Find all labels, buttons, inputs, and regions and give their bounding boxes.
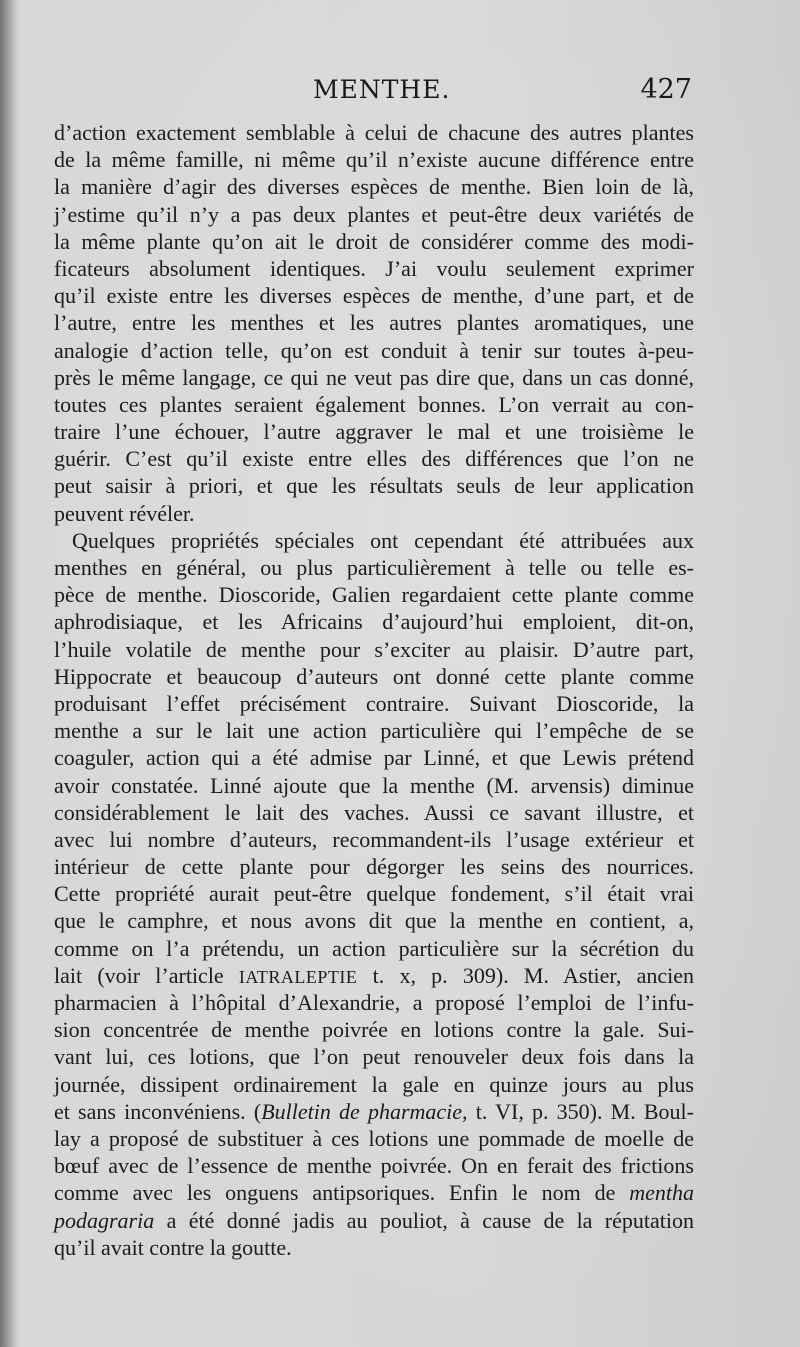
page-header [0, 72, 800, 108]
text-line: bœuf avec de l’essence de menthe poivrée. On en ferait des frictions [54, 1153, 694, 1179]
text-line: peuvent révéler. [54, 500, 195, 526]
text-line: menthes en général, ou plus particulièrement à telle ou telle es- [54, 555, 694, 580]
text-segment: a été donné jadis au pouliot, à cause de la réputation [154, 1207, 694, 1233]
text-segment: lait (voir l’article [54, 962, 239, 988]
text-line: coaguler, action qui a été admise par Linné, et que Lewis prétend [54, 745, 694, 771]
running-title: MENTHE. [313, 75, 451, 104]
text-line [54, 1207, 694, 1234]
text-line: qu’il existe entre les diverses espèces de menthe, d’une part, et de [54, 283, 694, 309]
text-line: j’estime qu’il n’y a pas deux plantes et peut-être deux variétés de [54, 201, 694, 227]
text-line: près le même langage, ce qui ne veut pas dire que, dans un cas donné, [54, 364, 694, 390]
text-segment: t. x, p. 309). M. Astier, ancien [357, 962, 695, 988]
text-line: que le camphre, et nous avons dit que la menthe en contient, a, [54, 908, 694, 934]
text-line: pèce de menthe. Dioscoride, Galien regardaient cette plante comme [54, 582, 694, 608]
text-line: qu’il avait contre la goutte. [54, 1234, 292, 1260]
text-line: intérieur de cette plante pour dégorger les seins des nourrices. [54, 854, 694, 880]
text-line: ficateurs absolument identiques. J’ai voulu seulement exprimer [54, 255, 694, 281]
spine-shadow [0, 0, 18, 1347]
text-line: guérir. C’est qu’il existe entre elles des différences que l’on ne [54, 446, 694, 472]
text-line: analogie d’action telle, qu’on est conduit à tenir sur toutes à-peu- [54, 337, 694, 363]
text-line: toutes ces plantes seraient également bonnes. L’on verrait au con- [54, 391, 694, 417]
text-line [54, 962, 694, 989]
body-text [54, 119, 694, 1261]
text-segment: comme avec les onguens antipsoriques. Enfin le nom de [54, 1180, 630, 1206]
page-number: 427 [640, 74, 692, 105]
text-line [54, 1179, 694, 1206]
text-line: Hippocrate et beaucoup d’auteurs ont donné cette plante comme [54, 663, 694, 689]
text-line: de la même famille, ni même qu’il n’existe aucune différence entre [54, 147, 694, 173]
text-line: peut saisir à priori, et que les résultats seuls de leur application [54, 473, 694, 499]
text-line: journée, dissipent ordinairement la gale en quinze jours au plus [54, 1071, 694, 1097]
latin-name: mentha [629, 1180, 694, 1206]
text-line: menthe a sur le lait une action particulière qui l’empêche de se [54, 718, 694, 744]
text-line: considérablement le lait des vaches. Aussi ce savant illustre, et [54, 799, 694, 825]
text-line: produisant l’effet précisément contraire. Suivant Dioscoride, la [54, 690, 694, 716]
journal-title: Bulletin de pharmacie, [261, 1098, 468, 1124]
latin-name: podagraria [54, 1207, 155, 1233]
text-line: aphrodisiaque, et les Africains d’aujourd’hui emploient, dit-on, [54, 609, 694, 635]
text-line: la manière d’agir des diverses espèces de menthe. Bien loin de là, [54, 174, 694, 200]
text-line: l’autre, entre les menthes et les autres plantes aromatiques, une [54, 310, 694, 336]
text-segment: t. VI, p. 350). M. Boul- [467, 1098, 694, 1124]
text-line: la même plante qu’on ait le droit de considérer comme des modi- [54, 228, 694, 254]
article-reference: IATRALEPTIE [238, 966, 358, 987]
text-line: avoir constatée. Linné ajoute que la menthe (M. arvensis) diminue [54, 772, 694, 798]
text-line: l’huile volatile de menthe pour s’exciter au plaisir. D’autre part, [54, 636, 694, 662]
text-line: Cette propriété aurait peut-être quelque fondement, s’il était vrai [54, 881, 694, 907]
text-line: traire l’une échouer, l’autre aggraver le mal et une troisième le [54, 419, 694, 445]
text-line: avec lui nombre d’auteurs, recommandent-ils l’usage extérieur et [54, 826, 694, 852]
text-line: pharmacien à l’hôpital d’Alexandrie, a proposé l’emploi de l’infu- [54, 990, 694, 1015]
text-line: sion concentrée de menthe poivrée en lotions contre la gale. Sui- [54, 1017, 694, 1043]
text-line: lay a proposé de substituer à ces lotions une pommade de moelle de [54, 1125, 694, 1151]
text-line [54, 1098, 694, 1125]
text-segment: et sans inconvéniens. ( [54, 1098, 262, 1124]
text-line: d’action exactement semblable à celui de chacune des autres plantes [54, 120, 694, 145]
text-line: vant lui, ces lotions, que l’on peut renouveler deux fois dans la [54, 1044, 694, 1070]
text-line: comme on l’a prétendu, un action particulière sur la sécrétion du [54, 935, 694, 961]
text-line: Quelques propriétés spéciales ont cependant été attribuées aux [72, 527, 694, 553]
